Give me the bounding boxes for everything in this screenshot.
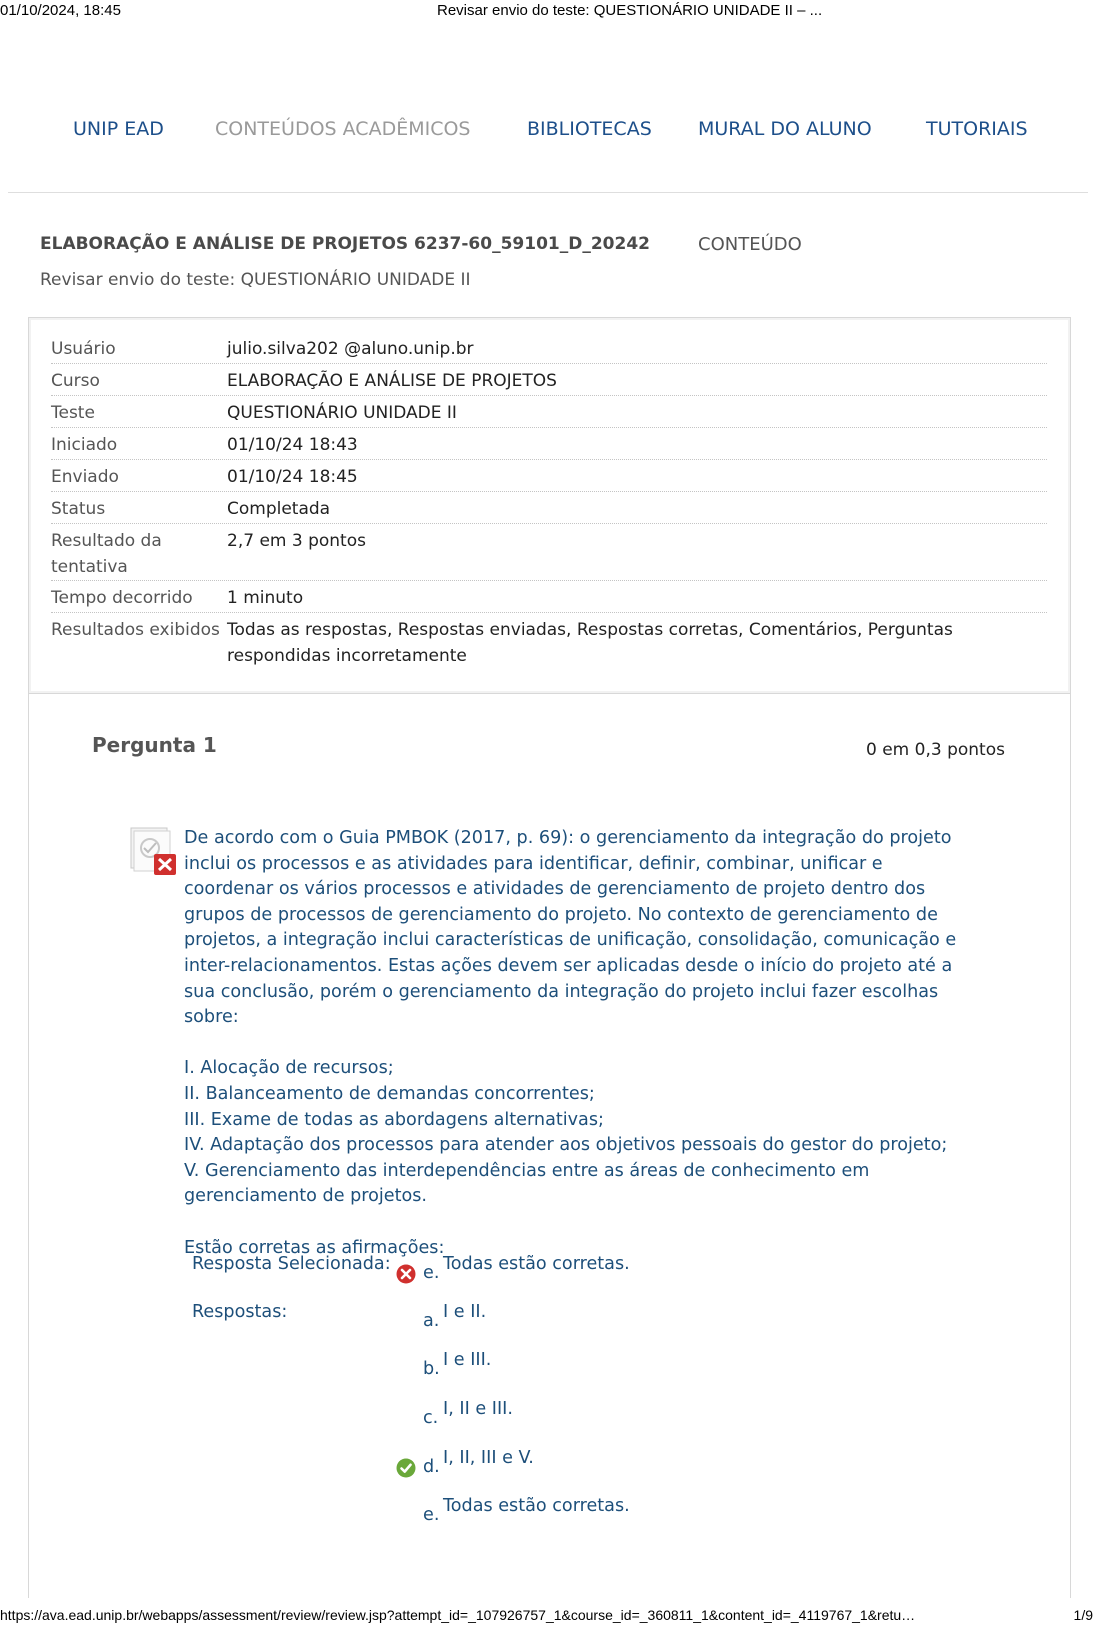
print-datetime: 01/10/2024, 18:45 [0,2,121,19]
breadcrumb-content[interactable]: CONTEÚDO [698,234,802,255]
print-doc-title: Revisar envio do teste: QUESTIONÁRIO UNIDADE II – ... [437,2,823,19]
info-label: Teste [51,403,95,423]
nav-divider [8,192,1088,193]
statement-5: V. Gerenciamento das interdependências entre as áreas de conhecimento em gerenciamento de projetos. [184,1160,870,1207]
top-navigation [0,118,1095,148]
answer-c-text: I, II e III. [443,1399,513,1419]
answer-a-text: I e II. [443,1302,487,1322]
correct-mark-icon [396,1458,416,1478]
incorrect-question-icon [130,826,178,876]
info-value: Completada [227,499,331,519]
info-label: Status [51,499,106,519]
info-row-teste [51,396,1047,428]
info-label: Tempo decorrido [51,588,193,608]
answer-a-letter: a. [423,1311,440,1331]
info-value: QUESTIONÁRIO UNIDADE II [227,403,457,423]
nav-conteudos-academicos[interactable]: CONTEÚDOS ACADÊMICOS [215,118,471,140]
nav-tutoriais[interactable]: TUTORIAIS [926,118,1028,140]
info-row-curso [51,364,1047,396]
page-title: Revisar envio do teste: QUESTIONÁRIO UNIDADE II [40,270,471,290]
statement-3: III. Exame de todas as abordagens alternativas; [184,1109,604,1130]
info-label: Iniciado [51,435,118,455]
answer-e-text: Todas estão corretas. [443,1496,630,1516]
info-row-status [51,492,1047,524]
question-prompt: Estão corretas as afirmações: [184,1237,445,1258]
info-row-resultados-exibidos [51,613,1047,673]
info-row-iniciado [51,428,1047,460]
info-label: Enviado [51,467,119,487]
statement-2: II. Balanceamento de demandas concorrentes; [184,1083,595,1104]
info-label: Curso [51,371,100,391]
selected-answer-label: Resposta Selecionada: [192,1254,391,1274]
attempt-info-table [28,317,1071,694]
print-page-number: 1/9 [1073,1607,1093,1623]
answer-b-letter: b. [423,1359,440,1379]
nav-mural-do-aluno[interactable]: MURAL DO ALUNO [698,118,872,140]
info-row-resultado [51,524,1047,581]
info-row-tempo [51,581,1047,613]
info-label: Usuário [51,339,116,359]
info-value: julio.silva202 @aluno.unip.br [227,339,474,359]
question-points: 0 em 0,3 pontos [866,740,1005,760]
print-footer [0,1605,1095,1627]
print-header [0,0,1095,24]
nav-bibliotecas[interactable]: BIBLIOTECAS [527,118,652,140]
info-value: ELABORAÇÃO E ANÁLISE DE PROJETOS [227,371,557,391]
nav-unip-ead[interactable]: UNIP EAD [73,118,164,140]
info-value: 01/10/24 18:43 [227,435,358,455]
statement-1: I. Alocação de recursos; [184,1058,394,1079]
answer-d-text: I, II, III e V. [443,1448,534,1468]
answer-c-letter: c. [423,1408,439,1428]
answer-e-letter: e. [423,1505,440,1525]
info-row-usuario [51,332,1047,364]
selected-answer-letter: e. [423,1263,440,1283]
incorrect-mark-icon [396,1264,416,1284]
print-url: https://ava.ead.unip.br/webapps/assessment/review/review.jsp?attempt_id=_107926757_1&course_id=_360811_1&content_id=_4119767_1&retu… [0,1607,916,1623]
answer-b-text: I e III. [443,1350,492,1370]
info-value: 01/10/24 18:45 [227,467,358,487]
answers-label: Respostas: [192,1302,288,1322]
info-value: 1 minuto [227,588,304,608]
statement-4: IV. Adaptação dos processos para atender aos objetivos pessoais do gestor do projeto; [184,1135,948,1156]
info-value: 2,7 em 3 pontos [227,531,366,551]
question-title: Pergunta 1 [92,733,217,757]
breadcrumb-course[interactable]: ELABORAÇÃO E ANÁLISE DE PROJETOS 6237-60_59101_D_20242 [40,234,650,254]
question-text [184,826,964,1261]
info-row-enviado [51,460,1047,492]
question-intro: De acordo com o Guia PMBOK (2017, p. 69): o gerenciamento da integração do projeto inclui os processos e as atividades para identificar, definir, combinar, unificar e coordenar os vários processos e atividades de gerenciamento de projeto dentro dos grupos de processos de gerenciamento do projeto. No contexto de gerenciamento de projetos, a integração inclui características de unificação, consolidação, comunicação e inter-relacionamentos. Estas ações devem ser aplicadas desde o início do projeto até a sua conclusão, porém o gerenciamento da integração do projeto inclui fazer escolhas sobre: [184,828,957,1028]
answer-d-letter: d. [423,1457,440,1477]
info-label: Resultado da tentativa [51,531,162,577]
info-label: Resultados exibidos [51,620,220,640]
info-value: Todas as respostas, Respostas enviadas, Respostas corretas, Comentários, Perguntas respondidas incorretamente [227,620,953,666]
selected-answer-text: Todas estão corretas. [443,1254,630,1274]
